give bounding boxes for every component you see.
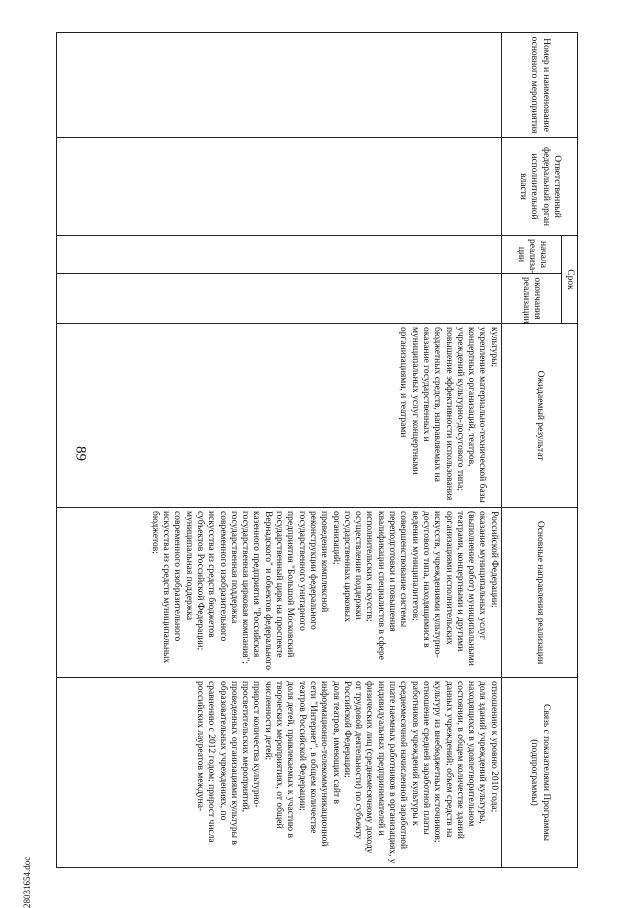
direction-line: совершенствование системы переподготовки и повышения квалификации специалистов в сфере исполнительских искусств; — [364, 511, 409, 660]
result-line: укрепление материально-технической базы концертных организаций, театров, учреждений культурно-досугового типа; — [454, 327, 488, 503]
header-expected-result: Ожидаемый результат — [501, 324, 577, 508]
direction-line: осуществление поддержки государственных цирковых организаций; — [330, 511, 364, 622]
direction-line: оказание муниципальных услуг (выполнение работ) муниципальными театрами, концертными и другими организациями исполнительских искусств, учреждениями культурно-досугового типа, находящимися в ведении муниципалитетов; — [409, 511, 488, 666]
direction-line: государственная поддержка современного изобразительного искусства из средств бюджетов субъектов Российской Федерации; — [194, 511, 239, 651]
header-term-end: окончания реализации — [501, 274, 561, 324]
page-number: 89 — [72, 446, 89, 461]
direction-line: Российской Федерации; — [488, 511, 499, 608]
direction-line: проведение комплексной реконструкции федерального государственного унитарного предприятия "Большой Московский государственный цирк на проспекте Вернадского" и объектов федерального казенного предприятия "Российская государственная цирковая компания"; — [240, 511, 330, 670]
indicator-line: доля театров, имеющих сайт в информационно-телекоммуникационной сети "Интернет", в общем количестве театров Российской Федерации; — [296, 681, 341, 847]
cell-term-start — [56, 236, 501, 274]
direction-line: муниципальная поддержка современного изобразительного искусства из средств муниципальных бюджетов; — [149, 511, 194, 664]
header-term-start: начала реализа-ции — [501, 236, 561, 274]
header-indicators: Связь с показателями Программы (подпрограммы) — [501, 678, 577, 868]
indicator-line: прирост количества культурно-просветительских мероприятий, проведенных организациями культуры в образовательных учреждениях, по сравнению с 2012 годом; прирост числа российских лауреатов междуна- — [194, 681, 262, 845]
header-term: Срок — [561, 236, 577, 324]
cell-main-directions — [56, 508, 501, 678]
result-line: культуры; — [488, 327, 499, 368]
cell-expected-result — [56, 324, 501, 508]
header-authority: Ответственный федеральный орган исполнительной власти — [501, 138, 577, 236]
indicator-line: отношение средней заработной платы работников учреждений культуры к среднемесячной начисленной заработной плате наемных работников в организациях, у индивидуальных предпринимателей и физических лиц (среднемесячному доходу от трудовой деятельности) по субъекту Российской Федерации; — [341, 681, 431, 864]
result-line: повышение эффективности использования бюджетных средств, направляемых на оказание государственных и муниципальных услуг концертными организациями, и театрами — [398, 327, 454, 501]
document-id: 28031654.doc — [22, 856, 32, 908]
cell-term-end — [56, 274, 501, 324]
indicator-line: доля зданий учреждений культуры, находящихся в удовлетворительном состоянии, в общем количестве зданий данных учреждений; объем средств на культуру из внебюджетных источников; — [432, 681, 488, 843]
header-main-directions: Основные направления реализации — [501, 508, 577, 678]
table-row — [56, 33, 501, 868]
cell-activity — [56, 33, 501, 138]
indicator-line: отношению к уровню 2010 года; — [488, 681, 499, 813]
cell-authority — [56, 138, 501, 236]
header-activity: Номер и наименование основного мероприятия — [501, 33, 577, 138]
indicator-line: доля детей, привлекаемых к участию в творческих мероприятиях, от общей численности детей; — [262, 681, 296, 839]
rotated-table-container — [58, 32, 578, 867]
activities-table — [56, 32, 578, 868]
cell-indicators — [56, 678, 501, 868]
